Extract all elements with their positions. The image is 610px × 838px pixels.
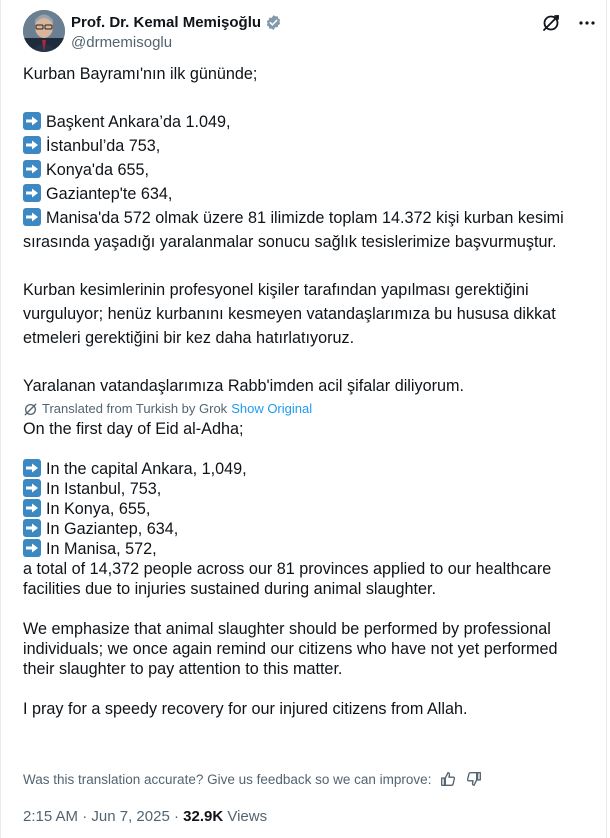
thumbs-up-icon[interactable] — [439, 770, 457, 788]
original-paragraph-3: Yaralanan vatandaşlarımıza Rabb'imden acil şifalar diliyorum. — [23, 377, 464, 395]
translated-intro: On the first day of Eid al-Adha; — [23, 420, 244, 438]
right-arrow-icon — [23, 499, 41, 517]
translated-paragraph-3: I pray for a speedy recovery for our injured citizens from Allah. — [23, 700, 468, 718]
translated-body — [23, 419, 588, 719]
right-arrow-icon — [23, 160, 41, 178]
grok-small-icon — [23, 402, 38, 417]
left-border — [0, 0, 1, 838]
right-arrow-icon — [23, 184, 41, 202]
author-name[interactable]: Prof. Dr. Kemal Memişoğlu — [71, 13, 262, 31]
right-border — [606, 0, 607, 838]
list-item: In Istanbul, 753, — [23, 479, 588, 499]
right-arrow-icon — [23, 208, 41, 226]
post-date[interactable]: Jun 7, 2025 — [91, 808, 170, 825]
list-item: Konya'da 655, — [23, 158, 588, 182]
author-handle[interactable]: @drmemisoglu — [71, 34, 173, 51]
list-item: İstanbul’da 753, — [23, 134, 588, 158]
author-block — [71, 12, 282, 51]
translation-label: Translated from Turkish by Grok — [42, 401, 228, 416]
show-original-link[interactable]: Show Original — [231, 401, 313, 416]
grok-icon[interactable] — [540, 12, 562, 34]
post-header — [23, 10, 598, 54]
views-label: Views — [227, 808, 268, 825]
list-item: Manisa'da 572 olmak üzere 81 ilimizde toplam 14.372 kişi kurban kesimi sırasında yaşadığı yaralanmalar sonucu sağlık tesislerimize başvurmuştur. — [23, 209, 564, 251]
original-intro: Kurban Bayramı'nın ilk gününde; — [23, 65, 258, 83]
right-arrow-icon — [23, 479, 41, 497]
more-options-icon[interactable] — [576, 12, 598, 34]
right-arrow-icon — [23, 112, 41, 130]
right-arrow-icon — [23, 539, 41, 557]
views-count: 32.9K — [183, 808, 224, 825]
right-arrow-icon — [23, 136, 41, 154]
list-item: In the capital Ankara, 1,049, — [23, 459, 588, 479]
list-item: Gaziantep'te 634, — [23, 182, 588, 206]
post-body — [23, 62, 588, 719]
header-actions — [540, 12, 598, 34]
original-paragraph-2: Kurban kesimlerinin profesyonel kişiler tarafından yapılması gerektiğini vurguluyor; henüz kurbanını kesmeyen vatandaşlarımıza bu hususa dikkat etmeleri gerektiğini bir kez daha hatırlatıyoruz. — [23, 281, 556, 347]
right-arrow-icon — [23, 459, 41, 477]
verified-badge-icon — [265, 14, 282, 31]
post-meta: 2:15 AM · Jun 7, 2025 · 32.9K Views — [23, 808, 268, 825]
thumbs-down-icon[interactable] — [465, 770, 483, 788]
translation-feedback — [23, 770, 483, 788]
list-item: In Konya, 655, — [23, 499, 588, 519]
translation-note — [23, 399, 588, 419]
list-item: In Manisa, 572, — [23, 539, 588, 559]
list-item: In Gaziantep, 634, — [23, 519, 588, 539]
translated-paragraph-2: We emphasize that animal slaughter should be performed by professional individuals; we once again remind our citizens who have not yet performed their slaughter to pay attention to this matter. — [23, 620, 558, 678]
translated-continuation: a total of 14,372 people across our 81 provinces applied to our healthcare facilities due to injuries sustained during animal slaughter. — [23, 560, 552, 598]
right-arrow-icon — [23, 519, 41, 537]
list-item: Başkent Ankara’da 1.049, — [23, 110, 588, 134]
post-time[interactable]: 2:15 AM — [23, 808, 79, 825]
avatar[interactable] — [23, 10, 65, 52]
feedback-text: Was this translation accurate? Give us feedback so we can improve: — [23, 771, 432, 787]
